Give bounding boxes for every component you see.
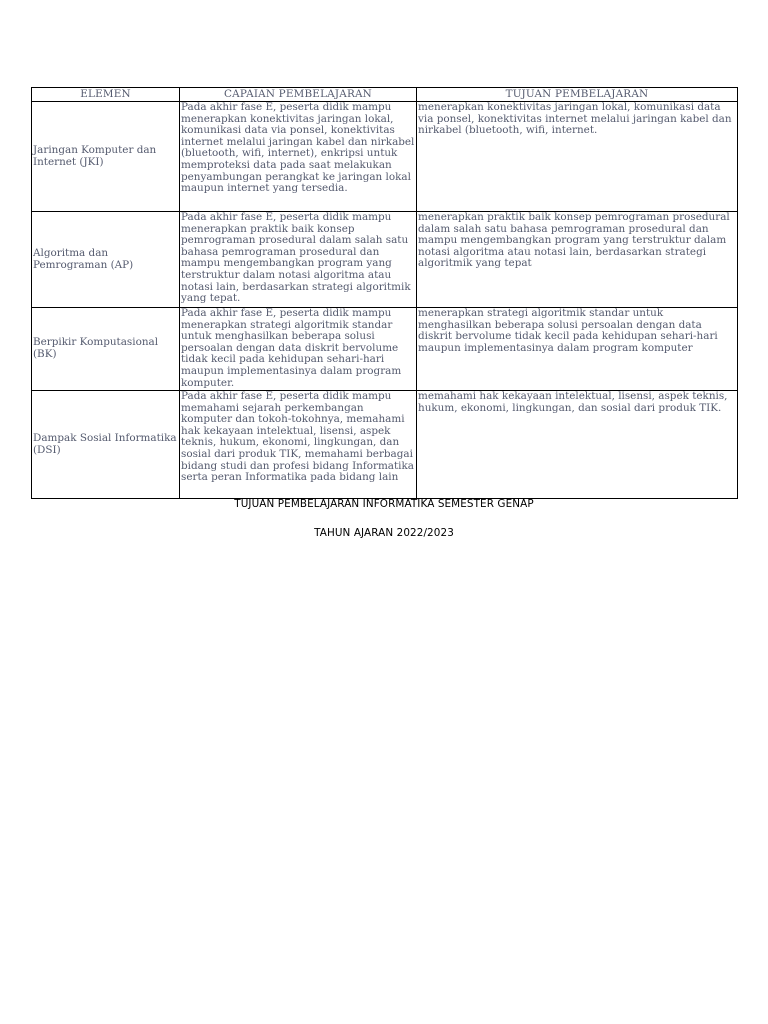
header-tujuan-pembelajaran: TUJUAN PEMBELAJARAN (417, 88, 738, 102)
tujuan-cell: memahami hak kekayaan intelektual, lisensi, aspek teknis, hukum, ekonomi, lingkungan, dan sosial dari produk TIK. (417, 391, 738, 499)
tujuan-cell: menerapkan praktik baik konsep pemrograman prosedural dalam salah satu bahasa pemrograman prosedural dan mampu mengembangkan program yang terstruktur dalam notasi algoritma atau notasi lain, berdasarkan strategi algoritmik yang tepat (417, 212, 738, 308)
table-row (32, 391, 738, 499)
elemen-cell: Jaringan Komputer dan Internet (JKI) (32, 102, 180, 212)
document-title: TUJUAN PEMBELAJARAN INFORMATIKA SEMESTER GENAP (234, 498, 534, 510)
document-subtitle: TAHUN AJARAN 2022/2023 (314, 527, 454, 539)
table-row (32, 212, 738, 308)
capaian-cell: Pada akhir fase E, peserta didik mampu menerapkan strategi algoritmik standar untuk menghasilkan beberapa solusi persoalan dengan data diskrit bervolume tidak kecil pada kehidupan sehari-hari maupun implementasinya dalam program komputer. (180, 308, 417, 391)
header-elemen: ELEMEN (32, 88, 180, 102)
table-header-row (32, 88, 738, 102)
learning-objectives-table (31, 87, 738, 499)
table-row (32, 308, 738, 391)
tujuan-cell: menerapkan strategi algoritmik standar untuk menghasilkan beberapa solusi persoalan dengan data diskrit bervolume tidak kecil pada kehidupan sehari-hari maupun implementasinya dalam program komputer (417, 308, 738, 391)
tujuan-cell: menerapkan konektivitas jaringan lokal, komunikasi data via ponsel, konektivitas internet melalui jaringan kabel dan nirkabel (bluetooth, wifi, internet. (417, 102, 738, 212)
table-row (32, 102, 738, 212)
elemen-cell: Berpikir Komputasional (BK) (32, 308, 180, 391)
elemen-cell: Algoritma dan Pemrograman (AP) (32, 212, 180, 308)
capaian-cell: Pada akhir fase E, peserta didik mampu menerapkan konektivitas jaringan lokal, komunikasi data via ponsel, konektivitas internet melalui jaringan kabel dan nirkabel (bluetooth, wifi, internet), enkripsi untuk memproteksi data pada saat melakukan penyambungan perangkat ke jaringan lokal maupun internet yang tersedia. (180, 102, 417, 212)
capaian-cell: Pada akhir fase E, peserta didik mampu menerapkan praktik baik konsep pemrograman prosedural dalam salah satu bahasa pemrograman prosedural dan mampu mengembangkan program yang terstruktur dalam notasi algoritma atau notasi lain, berdasarkan strategi algoritmik yang tepat. (180, 212, 417, 308)
elemen-cell: Dampak Sosial Informatika (DSI) (32, 391, 180, 499)
header-capaian-pembelajaran: CAPAIAN PEMBELAJARAN (180, 88, 417, 102)
capaian-cell: Pada akhir fase E, peserta didik mampu memahami sejarah perkembangan komputer dan tokoh-tokohnya, memahami hak kekayaan intelektual, lisensi, aspek teknis, hukum, ekonomi, lingkungan, dan sosial dari produk TIK, memahami berbagai bidang studi dan profesi bidang Informatika serta peran Informatika pada bidang lain (180, 391, 417, 499)
